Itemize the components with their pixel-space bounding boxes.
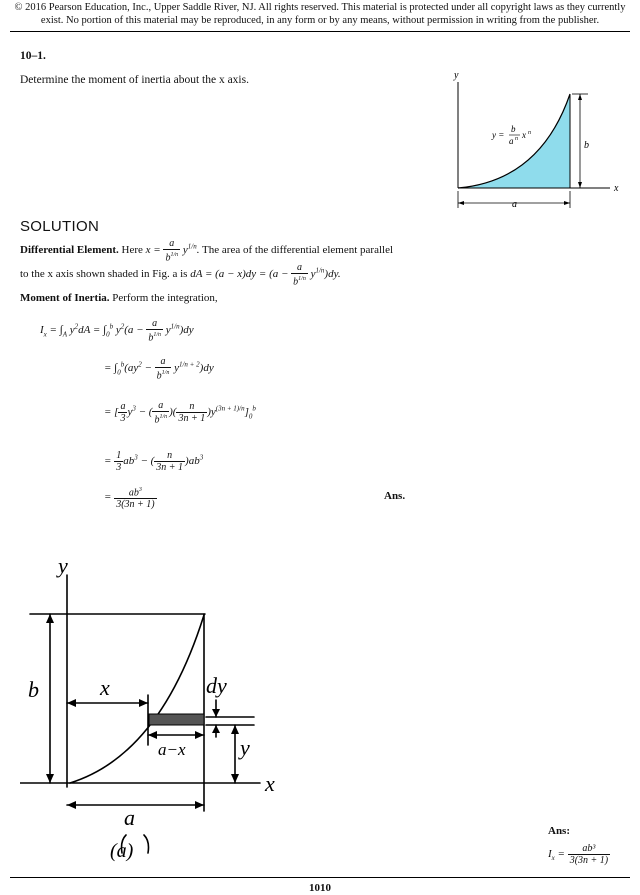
footer-rule [10,877,630,878]
curve-equation [491,124,531,146]
hand-drawn-figure [20,555,300,865]
ans-inline-label: Ans. [384,490,406,502]
hd-a-label: a [124,805,135,830]
b-arrow-top [578,94,582,100]
hd-differential-element [149,714,204,725]
answer-lhs-sub: x [551,854,555,863]
integral-step-4: = $\frac{1}{3}$ $ab^3$ − ( $\frac{n}{3n + 1}$ )$ab^3$ [104,450,204,473]
header-rule [10,31,630,32]
shaded-area [458,94,570,188]
a-arrow-left [458,201,464,205]
diff-element-text1: Here [121,244,143,257]
moi-title: Moment of Inertia. [20,292,110,304]
diff-eq-x: x = $\frac{a}{b^{1/n}}$ $y^{1/n}$. [145,238,200,264]
hd-b-label: b [28,677,39,702]
diff-element-title: Differential Element. [20,244,119,257]
copyright-line-2: exist. No portion of this material may be reproduced, in any form or by any means, without permission in writing from the publisher. [40,14,600,26]
integral-step-5: = $\frac{ab^3}{3(3n + 1)}$ [104,487,155,511]
moi-text: Perform the integration, [112,292,218,304]
differential-element-paragraph-2 [20,262,341,287]
a-arrow-right [564,201,570,205]
diff-element-text2: The area of the differential element parallel [202,244,394,257]
fig-y-label: y [454,70,459,81]
copyright-notice [0,2,640,27]
integral-step-3: = [ $\frac{a}{3}$ $y^3$ − ( $\frac{a}{b^{1/n}}$ )( $\frac{n}{3n + 1}$ )$y^{(3n + 1)/n}]_0^b$ [104,400,256,426]
differential-element-paragraph [20,238,393,263]
answer-box [548,825,610,866]
hd-x-axis-label: x [265,771,275,796]
diff-element-text3: to the x axis shown shaded in Fig. a is [20,268,188,281]
svg-text:x: x [522,130,526,140]
answer-den: 3(3n + 1) [569,855,609,866]
answer-num: ab³ [568,843,610,855]
hd-y-axis-label: y [58,555,68,578]
problem-figure [440,66,630,216]
answer-expression [548,843,610,866]
answer-lhs: I [548,848,552,861]
integral-step-2: = $\int_0^b(ay^2$ − $\frac{a}{b^{1/n}}$ $y^{1/n + 2})dy$ [104,356,214,382]
page-number: 1010 [309,882,331,894]
hd-y-label: y [240,735,250,760]
svg-text:b: b [511,124,516,134]
fig-a-label: a [512,199,517,210]
svg-text:y =: y = [492,130,505,140]
answer-equals: = [557,848,565,861]
svg-text:n: n [515,136,518,142]
fig-x-label: x [614,183,619,194]
hd-x-label: x [100,675,110,700]
hd-caption: (a) [110,840,134,862]
solution-heading: SOLUTION [20,218,100,235]
fig-b-label: b [584,140,589,151]
integral-step-1: $I_x = \int_A$ $y^2dA = \int_0^b$ $y^2(a$ − $\frac{a}{b^{1/n}}$ $y^{1/n})dy$ [40,318,194,344]
problem-number: 10–1. [20,50,46,62]
problem-statement: Determine the moment of inertia about the x axis. [20,74,249,86]
moment-of-inertia-paragraph [20,291,218,305]
svg-text:a: a [509,136,514,146]
dA-expression: dA = (a − x)dy = (a − $\frac{a}{b^{1/n}}$ $y^{1/n})dy$. [190,262,341,288]
hd-dy-label: dy [206,673,227,698]
svg-text:n: n [528,130,531,136]
answer-label: Ans: [548,825,571,837]
copyright-line-1: © 2016 Pearson Education, Inc., Upper Saddle River, NJ. All rights reserved. This material is protected under all copyright laws as they currently [14,2,626,13]
hd-a-minus-x-label: a−x [158,740,186,759]
b-arrow-bottom [578,182,582,188]
